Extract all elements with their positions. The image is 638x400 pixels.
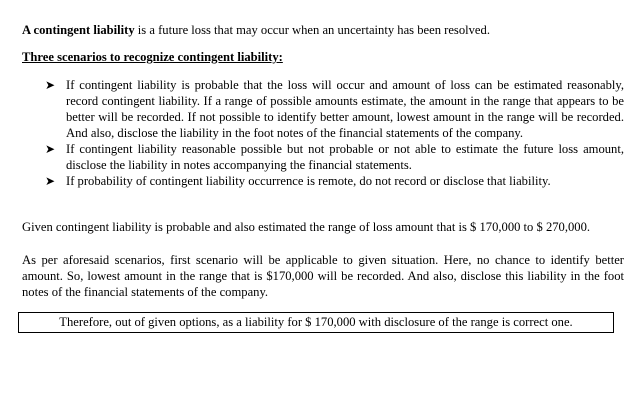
- document-body: [22, 22, 624, 333]
- definition-term: A contingent liability: [22, 23, 135, 37]
- conclusion-box: Therefore, out of given options, as a liability for $ 170,000 with disclosure of the range is correct one.: [18, 312, 614, 333]
- scenario-item: [42, 173, 624, 189]
- arrowhead-bullet-icon: ➤: [44, 174, 56, 188]
- definition-text: is a future loss that may occur when an uncertainty has been resolved.: [134, 23, 490, 37]
- scenario-text: If contingent liability is probable that the loss will occur and amount of loss can be estimated reasonably, record contingent liability. If a range of possible amounts estimate, the amount in the range that appears to be better will be recorded. If not possible to identify better amount, lowest amount in the range will be recorded. And also, disclose the liability in the foot notes of the financial statements of the company.: [66, 78, 624, 140]
- scenarios-list: [42, 77, 624, 189]
- scenario-item: [42, 77, 624, 141]
- scenario-text: If contingent liability reasonable possible but not probable or not able to estimate the future loss amount, disclose the liability in notes accompanying the financial statements.: [66, 142, 624, 172]
- arrowhead-bullet-icon: ➤: [44, 142, 56, 156]
- scenario-item: [42, 141, 624, 173]
- scenario-text: If probability of contingent liability occurrence is remote, do not record or disclose that liability.: [66, 174, 551, 188]
- analysis-paragraph: As per aforesaid scenarios, first scenario will be applicable to given situation. Here, no chance to identify better amount. So, lowest amount in the range that is $170,000 will be recorded. And also, disclose this liability in the foot notes of the financial statements of the company.: [22, 253, 624, 299]
- scenarios-heading: Three scenarios to recognize contingent liability:: [22, 50, 283, 64]
- definition-paragraph: [22, 22, 624, 38]
- given-paragraph: Given contingent liability is probable and also estimated the range of loss amount that is $ 170,000 to $ 270,000.: [22, 220, 591, 234]
- arrowhead-bullet-icon: ➤: [44, 78, 56, 92]
